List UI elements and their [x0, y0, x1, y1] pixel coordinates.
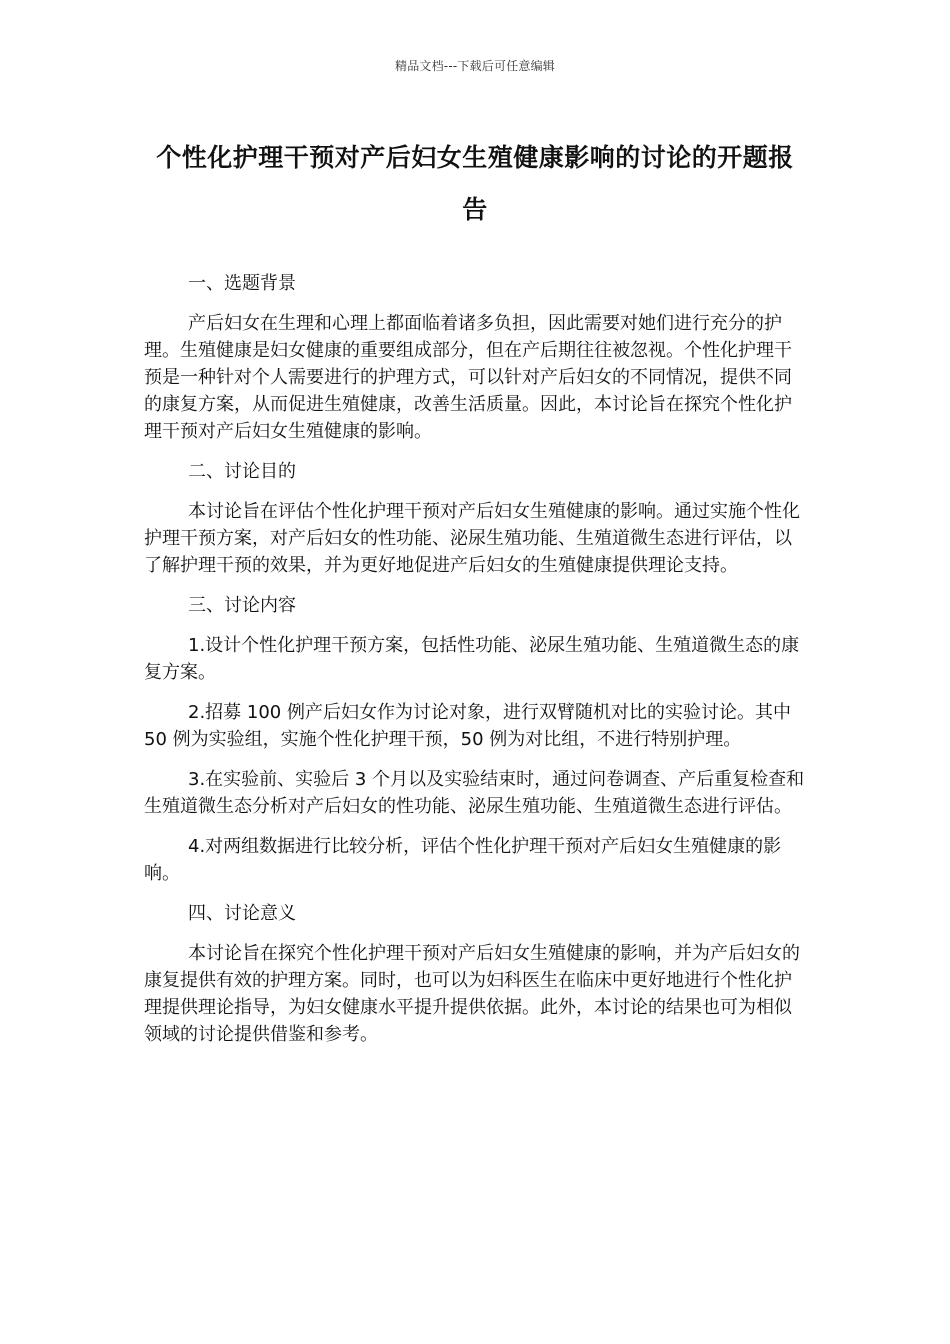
paragraph-purpose: 本讨论旨在评估个性化护理干预对产后妇女生殖健康的影响。通过实施个性化护理干预方案，对产后妇女的性功能、泌尿生殖功能、生殖道微生态进行评估，以了解护理干预的效果，并为更好地促进产后妇女的生殖健康提供理论支持。: [144, 501, 800, 576]
list-item: 4.对两组数据进行比较分析，评估个性化护理干预对产后妇女生殖健康的影响。: [144, 836, 782, 884]
section-heading-significance: 四、讨论意义: [188, 903, 296, 924]
list-item: 3.在实验前、实验后 3 个月以及实验结束时，通过问卷调查、产后重复检查和生殖道微生态分析对产后妇女的性功能、泌尿生殖功能、生殖道微生态进行评估。: [144, 769, 805, 817]
section-heading-content: 三、讨论内容: [188, 595, 296, 616]
list-item: 1.设计个性化护理干预方案，包括性功能、泌尿生殖功能、生殖道微生态的康复方案。: [144, 635, 800, 683]
section-heading-purpose: 二、讨论目的: [188, 461, 296, 482]
document-body: [144, 270, 806, 1061]
paragraph-background: 产后妇女在生理和心理上都面临着诸多负担，因此需要对她们进行充分的护理。生殖健康是妇女健康的重要组成部分，但在产后期往往被忽视。个性化护理干预是一种针对个人需要进行的护理方式，可以针对产后妇女的不同情况，提供不同的康复方案，从而促进生殖健康，改善生活质量。因此，本讨论旨在探究个性化护理干预对产后妇女生殖健康的影响。: [144, 313, 792, 442]
paragraph-significance: 本讨论旨在探究个性化护理干预对产后妇女生殖健康的影响，并为产后妇女的康复提供有效的护理方案。同时，也可以为妇科医生在临床中更好地进行个性化护理提供理论指导，为妇女健康水平提升提供依据。此外，本讨论的结果也可为相似领域的讨论提供借鉴和参考。: [144, 943, 800, 1045]
header-note: 精品文档---下载后可任意编辑: [395, 59, 555, 73]
section-heading-background: 一、选题背景: [188, 273, 296, 294]
list-item: 2.招募 100 例产后妇女作为讨论对象，进行双臂随机对比的实验讨论。其中 50 例为实验组，实施个性化护理干预，50 例为对比组，不进行特别护理。: [144, 702, 791, 750]
document-title: 个性化护理干预对产后妇女生殖健康影响的讨论的开题报告: [156, 143, 794, 224]
